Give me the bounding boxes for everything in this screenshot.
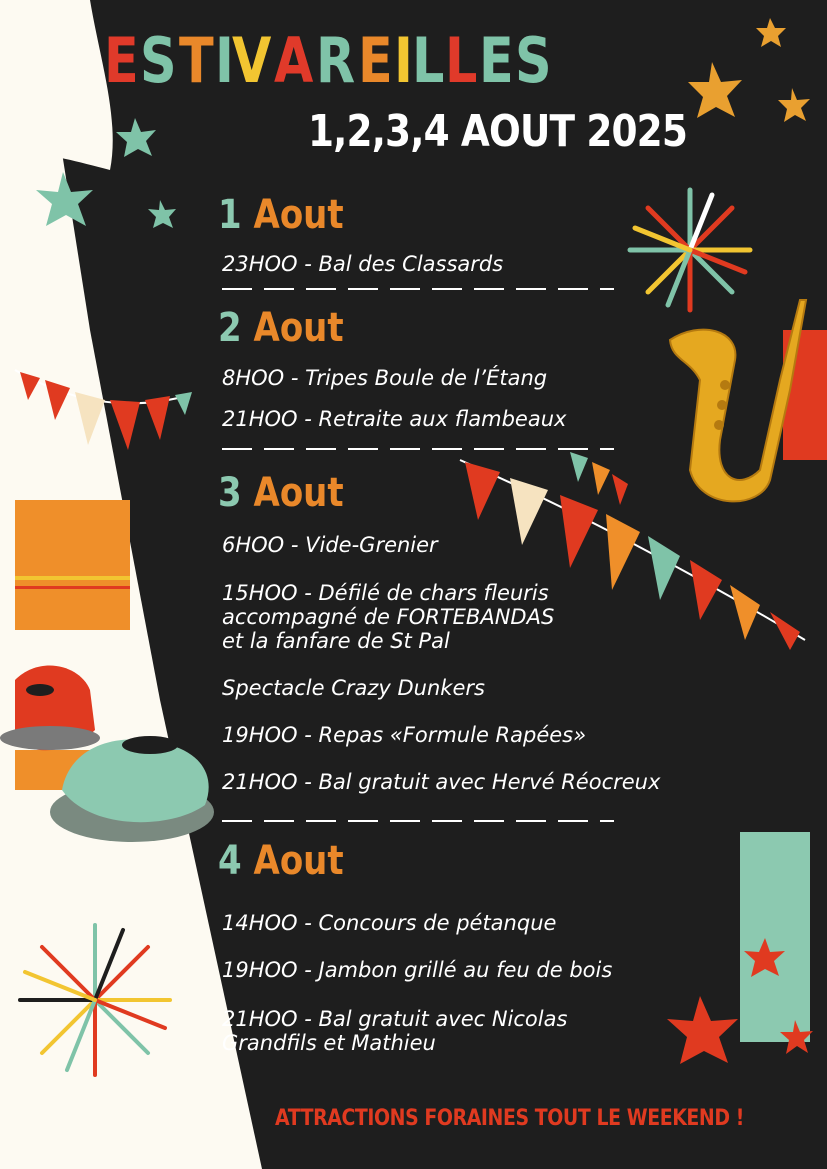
event-dates: 1,2,3,4 AOUT 2025 xyxy=(308,106,688,157)
title-letter: E xyxy=(478,24,515,97)
event-item: 21HOO - Bal gratuit avec Nicolas Grandfils et Mathieu xyxy=(222,1007,568,1055)
title-letter: V xyxy=(232,24,274,97)
event-item: 15HOO - Défilé de chars fleuris accompagné de FORTEBANDAS et la fanfare de St Pal xyxy=(222,581,555,653)
day-2-heading: 2 Aout xyxy=(218,305,344,351)
event-item: 8HOO - Tripes Boule de l’Étang xyxy=(222,366,548,390)
title-letter: L xyxy=(411,24,446,97)
separator-line xyxy=(222,820,614,822)
day-1-heading: 1 Aout xyxy=(218,192,344,238)
day-4-heading: 4 Aout xyxy=(218,838,344,884)
event-item: 14HOO - Concours de pétanque xyxy=(222,911,557,935)
event-item: 23HOO - Bal des Classards xyxy=(222,252,504,276)
separator-line xyxy=(222,448,614,450)
title-letter: I xyxy=(394,24,416,97)
title-letter: I xyxy=(215,24,236,97)
title-letter: E xyxy=(358,24,395,97)
day-3-heading: 3 Aout xyxy=(218,470,344,516)
event-item: 21HOO - Retraite aux flambeaux xyxy=(222,407,567,431)
separator-line xyxy=(222,288,614,290)
title-letter: S xyxy=(140,24,179,97)
event-item: Spectacle Crazy Dunkers xyxy=(222,676,485,700)
teal-block-right xyxy=(740,832,810,1042)
title-letter: E xyxy=(104,24,141,97)
title-letter: A xyxy=(274,24,316,97)
event-item: 19HOO - Repas «Formule Rapées» xyxy=(222,723,587,747)
event-item: 6HOO - Vide-Grenier xyxy=(222,533,438,557)
fireworks-icon xyxy=(20,925,170,1075)
event-item: 19HOO - Jambon grillé au feu de bois xyxy=(222,958,613,982)
bumper-car-icon xyxy=(0,666,100,751)
title-letter: S xyxy=(514,24,554,97)
footer-banner: ATTRACTIONS FORAINES TOUT LE WEEKEND ! xyxy=(275,1106,744,1131)
poster-title xyxy=(104,26,554,96)
orange-block xyxy=(15,500,130,630)
event-item: 21HOO - Bal gratuit avec Hervé Réocreux xyxy=(222,770,661,794)
fireworks-icon xyxy=(630,190,750,310)
title-letter: L xyxy=(445,24,480,97)
title-letter: R xyxy=(316,24,358,97)
title-letter: T xyxy=(179,24,216,97)
